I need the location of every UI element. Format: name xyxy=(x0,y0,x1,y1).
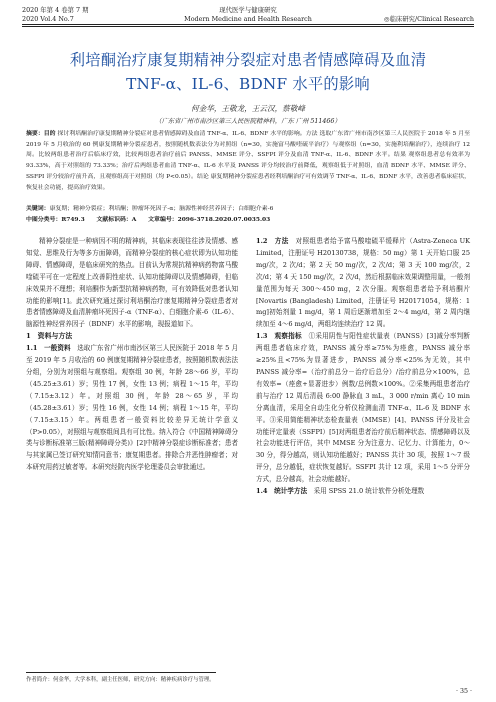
abstract-label: 摘要：目的 xyxy=(26,130,56,137)
subsection-heading-statistics: 1.4 统计学方法 xyxy=(256,487,308,496)
journal-name-en: Modern Medicine and Health Research xyxy=(184,14,312,23)
classification-text: 中图分类号：R749.3 文献标识码：A 文章编号：2096-3718.2020.07.0035.03 xyxy=(26,216,271,223)
statistics-text: 采用 SPSS 21.0 统计软件分析处理数 xyxy=(307,487,425,496)
keywords-label: 关键词： xyxy=(26,205,50,212)
header-rule-thin xyxy=(22,26,474,27)
general-data-text: 选取广东省广州市南沙区第三人民医院于 2018 年 5 月至 2019 年 5 月收治的 60 例康复期精神分裂症患者，按照随机数表法法分组，分别为对照组与观察组。观察组 30 例，年龄 28～66 岁，平均（45.25±3.61）岁；男性 17 例，女性 13 例；病程 1～15 年，平均（7.15±3.12）年。对照组 30 例，年龄 28～65 岁，平均（45.28±3.61）岁；男性 16 例，女性 14 例；病程 1～15 年，平均（7.15±3.15）年。两组患者一般资料比较差异无统计学意义（P>0.05），对照组与观察组间具有可比性。纳入符合《中国精神障碍分类与诊断标准第三版(精神障碍分类)》[2]中精神分裂症诊断标准者；患者与其家属已签订研究知情同意书；康复期患者。排除合并恶性肿瘤者；对本研究用药过敏者等。本研究经院内医学伦理委员会审批通过。 xyxy=(26,344,238,472)
classification-line xyxy=(26,215,470,226)
issue-en: 2020 Vol.4 No.7 xyxy=(22,14,74,23)
subsection-heading-general: 1.1 一般资料 xyxy=(26,344,71,353)
abstract xyxy=(26,129,470,193)
running-header xyxy=(22,6,474,32)
subsection-heading-methods: 1.2 方法 xyxy=(256,237,289,245)
abstract-text: 探讨利培酮治疗康复期精神分裂症对患者情感障碍及血清 TNF-α、IL-6、BDNF 水平的影响。方法 选取广东省广州市南沙区第三人民医院于 2018 年 5 月至 2019 年 5 月收治的 60 例康复期精神分裂症患者，按照随机数表法分为对照组（n=30，实施富马酸喹硫平治疗）与观察组（n=30，实施利培酮治疗），连续治疗 12 周。比较两组患者治疗后临床疗效，比较两组患者治疗前后 PANSS、MMSE 评分、SSFPI 评分及血清 TNF-α、IL-6、BDNF 水平。结果 观察组患者总有效率为 93.33%，高于对照组的 73.33%；治疗后两组患者血清 TNF-α、IL-6 水平及 PANSS 评分均较治疗前降低，观察组低于对照组，血清 BDNF 水平、MMSE 评分、SSFPI 评分较治疗前升高，且观察组高于对照组（均 P<0.05）。结论 康复期精神分裂症患者经利培酮治疗可有效调节 TNF-α、IL-6、BDNF 水平，改善患者临床症状，恢复社会功能，提高治疗效果。 xyxy=(26,131,470,191)
subsection-heading-indicators: 1.3 观察指标 xyxy=(256,332,302,341)
footnote-rule xyxy=(26,672,216,673)
methods-text: 对照组患者给予富马酸喹硫平缓释片（Astra-Zeneca UK Limited，注册证号 H20130738，规格：50 mg）第 1 天开始口服 25 mg/次，2 次/d；第 2 天 50 mg/次，2 次/d；第 3 天 100 mg/次，2 次/d；第 4 天 150 mg/次，2 次/d，然后根据临床效果调整用量，一般剂量范围为每天 300～450 mg，2 次分服。观察组患者给予利培酮片[Novartis (Bangladesh) Limited，注册证号 H20171054，规格：1 mg]初始剂量 1 mg/d，第 1 周后逐渐增加至 2～4 mg/d，第 2 周内继续加至 4～6 mg/d，两组均连续治疗 12 周。 xyxy=(256,237,470,329)
affiliation: （广东省广州市南沙区第三人民医院精神科，广东 广州 511466） xyxy=(155,118,341,125)
keywords xyxy=(26,204,470,215)
issue-cn: 2020 年第 4 卷第 7 期 xyxy=(22,6,89,14)
right-column xyxy=(256,236,470,498)
intro-paragraph: 精神分裂症是一种病因不明的精神病，其临床表现往往涉及情感、感知觉、思维及行为等多方面障碍，而精神分裂症的核心症状即为认知功能障碍、情感障碍，是临床研究的热点。目前认为常规抗精神病药物富马酸喹硫平可在一定程度上改善阴性症状、认知功能障碍以及情感障碍，但临床效果并不理想；利培酮作为新型抗精神病药物，可有效降低对患者认知功能的影响[1]。此次研究通过探讨利培酮治疗康复期精神分裂症患者对患者情感障碍及血清肿瘤坏死因子-α（TNF-α）、白细胞介素-6（IL-6）、脑源性神经营养因子（BDNF）水平的影响，现报道如下。 xyxy=(26,237,238,329)
section-heading-materials: 1 资料与方法 xyxy=(26,332,73,341)
page-number: · 35 · xyxy=(455,688,472,695)
section-label: ◎临床研究/Clinical Research xyxy=(383,14,474,23)
author-footnote: 作者简介：何金华，大学本科，副主任医师，研究方向：精神疾病诊疗与管理。 xyxy=(26,677,215,683)
authors: 何金华，王敬龙，王云汉，蔡敬峰 xyxy=(191,104,305,113)
title-line-2: TNF-α、IL-6、BDNF 水平的影响 xyxy=(126,75,370,93)
left-column xyxy=(26,236,238,474)
paper-title xyxy=(22,48,474,96)
indicators-text: ①采用阴性与阳性症状量表（PANSS）[3]减分率判断两组患者临床疗效，PANSS 减分率≥75%为痊愈，PANSS 减分率≥25%且<75%为显著进步，PANSS 减分率<25%为无效，其中 PANSS 减分率=（治疗前总分－治疗后总分）/治疗前总分×100%，总有效率=（痊愈+显著进步）例数/总例数×100%。②采集两组患者治疗前与治疗 12 周后清晨 6:00 静脉血 3 mL，3 000 r/min 离心 10 min 分离血清，采用全自动生化分析仪检测血清 TNF-α、IL-6 及 BDNF 水平。③采用简能精神状态检查量表（MMSE）[4]、PANSS 评分及社会功能评定量表（SSFPI）[5]对两组患者治疗前后精神状态、情感障碍以及社会功能进行评估，其中 MMSE 分为注意力、记忆力、计算能力，0～30 分，得分越高，则认知功能越好；PANSS 共计 30 项，按照 1～7 级评分，总分越低，症状恢复越好。SSFPI 共计 12 项，采用 1～5 分评分方式，总分越高，社会功能越好。 xyxy=(256,332,470,484)
keywords-text: 康复期；精神分裂症；利培酮；肿瘤坏死因子-α；脑源性神经营养因子；白细胞介素-6 xyxy=(49,206,274,212)
journal-name-cn: 现代医学与健康研究 xyxy=(219,6,277,14)
title-line-1: 利培酮治疗康复期精神分裂症对患者情感障碍及血清 xyxy=(69,51,427,69)
